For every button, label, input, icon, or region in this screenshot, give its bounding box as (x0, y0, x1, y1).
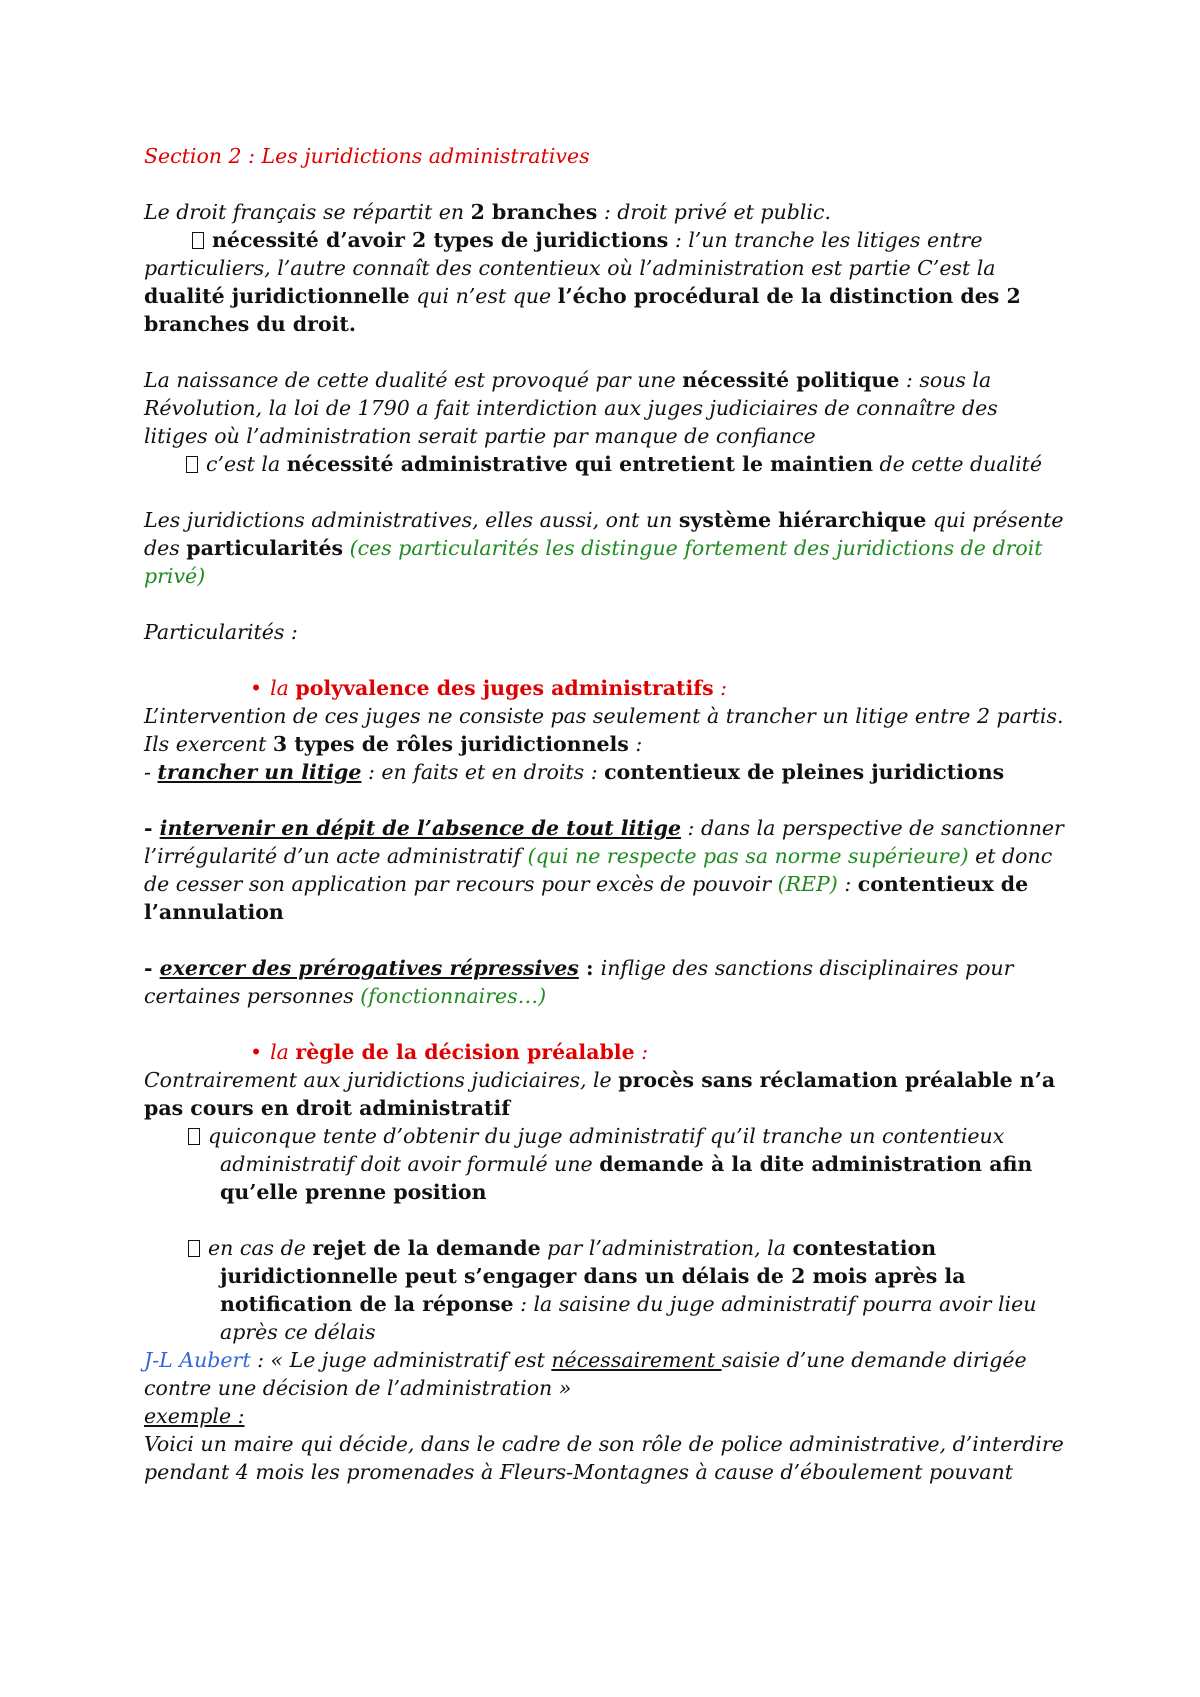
particularites-label: Particularités : (144, 620, 298, 644)
bullet-dot-icon: • (250, 1040, 263, 1064)
quote-aubert: J-L Aubert : « Le juge administratif est nécessairement saisie d’une demande dirigée contre une décision de l’administration » (144, 1348, 1027, 1400)
paragraph-quiconque: quiconque tente d’obtenir du juge administratif qu’il tranche un contentieux administratif doit avoir formulé une demande à la dite administration afin qu’elle prenne position (144, 1122, 1064, 1206)
arrow-marker-icon (188, 1240, 200, 1257)
exemple-label: exemple : (144, 1404, 245, 1428)
bullet-dot-icon: • (250, 676, 263, 700)
arrow-marker-icon (188, 1128, 200, 1145)
paragraph-dualite: nécessité d’avoir 2 types de juridictions : l’un tranche les litiges entre particuliers, l’autre connaît des contentieux où l’administration est partie C’est la dualité juridictionnelle qui n’est que l’écho procédural de la distinction des 2 branches du droit. (144, 228, 1021, 336)
bullet-polyvalence: • la polyvalence des juges administratifs : (250, 676, 728, 700)
paragraph-hierarchie: Les juridictions administratives, elles aussi, ont un système hiérarchique qui présente des particularités (ces particularités les distingue fortement des juridictions de droit privé) (144, 508, 1064, 588)
role-trancher: - trancher un litige : en faits et en droits : contentieux de pleines juridictions (144, 760, 1005, 784)
paragraph-naissance: La naissance de cette dualité est provoqué par une nécessité politique : sous la Révolution, la loi de 1790 a fait interdiction aux juges judiciaires de connaître des litiges où l’administration serait partie par manque de confiance (144, 368, 998, 448)
paragraph-contrairement: Contrairement aux juridictions judiciaires, le procès sans réclamation préalable n’a pas cours en droit administratif (144, 1068, 1056, 1120)
section-title: Section 2 : Les juridictions administratives (144, 144, 590, 168)
paragraph-branches: Le droit français se répartit en 2 branches : droit privé et public. (144, 200, 831, 224)
paragraph-intervention: L’intervention de ces juges ne consiste pas seulement à trancher un litige entre 2 partis. Ils exercent 3 types de rôles juridictionnels : (144, 704, 1064, 756)
document-body (144, 142, 1064, 1486)
paragraph-rejet: en cas de rejet de la demande par l’administration, la contestation juridictionnelle peut s’engager dans un délais de 2 mois après la notification de la réponse : la saisine du juge administratif pourra avoir lieu après ce délais (144, 1234, 1064, 1346)
paragraph-exemple: Voici un maire qui décide, dans le cadre de son rôle de police administrative, d’interdire pendant 4 mois les promenades à Fleurs-Montagnes à cause d’éboulement pouvant (144, 1432, 1064, 1484)
role-intervenir: - intervenir en dépit de l’absence de tout litige : dans la perspective de sanctionner l’irrégularité d’un acte administratif (qui ne respecte pas sa norme supérieure) et donc de cesser son application par recours pour excès de pouvoir (REP) : contentieux de l’annulation (144, 816, 1064, 924)
arrow-marker-icon (186, 456, 198, 473)
bullet-decision-prealable: • la règle de la décision préalable : (250, 1040, 649, 1064)
arrow-marker-icon (192, 232, 204, 249)
paragraph-maintien: c’est la nécessité administrative qui entretient le maintien de cette dualité (144, 450, 1064, 478)
role-exercer: - exercer des prérogatives répressives : inflige des sanctions disciplinaires pour certaines personnes (fonctionnaires…) (144, 956, 1014, 1008)
quote-author: J-L Aubert (144, 1348, 251, 1372)
